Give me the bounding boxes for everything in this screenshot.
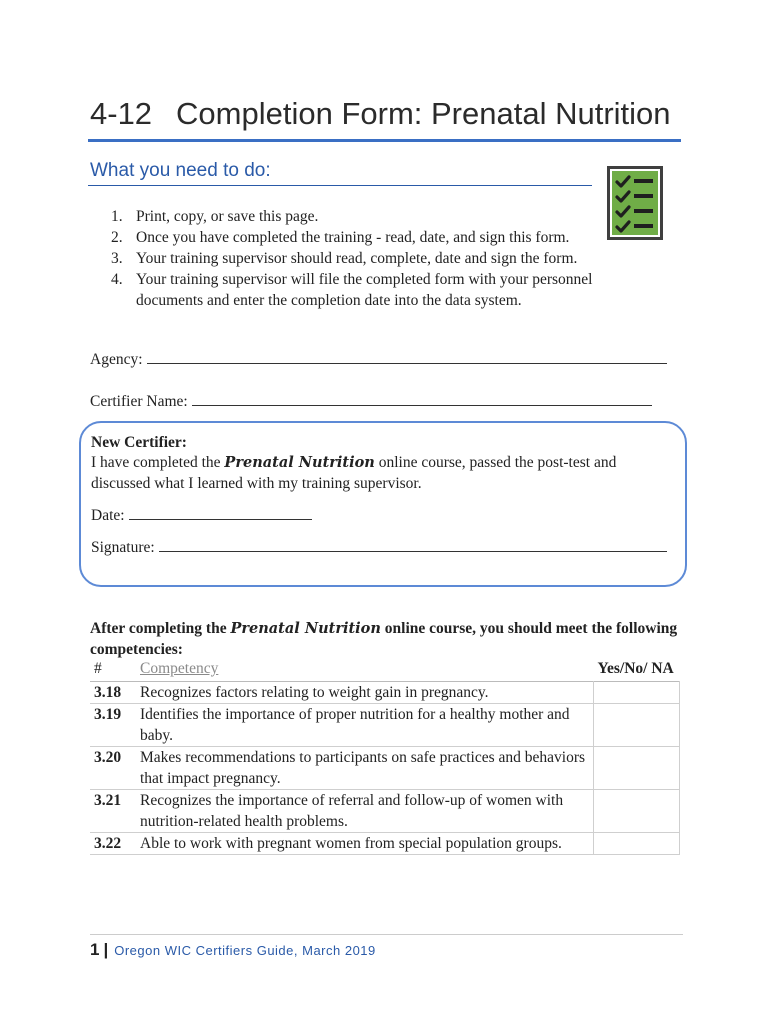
certifier-name-field[interactable] xyxy=(90,391,652,411)
yes-no-na-cell[interactable] xyxy=(594,790,680,833)
signature-field[interactable] xyxy=(91,537,667,557)
signature-label: Signature: xyxy=(91,539,155,556)
table-row: 3.18 Recognizes factors relating to weight gain in pregnancy. xyxy=(90,682,680,704)
yes-no-na-cell[interactable] xyxy=(594,682,680,704)
step-item: 4. Your training supervisor will file the completed form with your personnel documents and enter the completion date into the data system. xyxy=(111,271,593,309)
table-row: 3.20 Makes recommendations to participants on safe practices and behaviors that impact pregnancy. xyxy=(90,747,680,790)
title-text: Completion Form: Prenatal Nutrition xyxy=(176,96,671,131)
page-footer xyxy=(90,940,376,960)
agency-label: Agency: xyxy=(90,351,143,368)
course-name: Prenatal Nutrition xyxy=(224,454,375,471)
competency-table xyxy=(90,656,680,855)
agency-field[interactable] xyxy=(90,349,667,369)
date-field[interactable] xyxy=(91,505,312,525)
table-header-row xyxy=(90,656,680,682)
subheading: What you need to do: xyxy=(90,160,271,181)
header-number: # xyxy=(94,660,102,677)
agency-line[interactable] xyxy=(147,349,667,364)
yes-no-na-cell[interactable] xyxy=(594,833,680,855)
competencies-intro: After completing the Prenatal Nutrition online course, you should meet the following competencies: xyxy=(90,620,678,658)
header-competency: Competency xyxy=(140,660,219,677)
section-number: 4-12 xyxy=(90,96,153,131)
certifier-name-label: Certifier Name: xyxy=(90,393,188,410)
date-label: Date: xyxy=(91,507,125,524)
footer-rule xyxy=(90,934,683,935)
course-name: Prenatal Nutrition xyxy=(230,620,381,637)
guide-title: Oregon WIC Certifiers Guide, March 2019 xyxy=(114,943,376,958)
yes-no-na-cell[interactable] xyxy=(594,747,680,790)
step-item: 2. Once you have completed the training - read, date, and sign this form. xyxy=(111,229,570,246)
new-certifier-statement-line2: discussed what I learned with my training supervisor. xyxy=(91,475,422,492)
footer-separator: | xyxy=(103,940,109,959)
steps-list xyxy=(108,206,696,311)
date-line[interactable] xyxy=(129,505,312,520)
certifier-name-line[interactable] xyxy=(192,391,652,406)
step-item: 3. Your training supervisor should read, complete, date and sign the form. xyxy=(111,250,578,267)
step-item: 1. Print, copy, or save this page. xyxy=(111,208,319,225)
table-row: 3.21 Recognizes the importance of referral and follow-up of women with nutrition-related health problems. xyxy=(90,790,680,833)
new-certifier-heading: New Certifier: xyxy=(91,434,187,451)
signature-line[interactable] xyxy=(159,537,667,552)
yes-no-na-cell[interactable] xyxy=(594,704,680,747)
new-certifier-statement: I have completed the Prenatal Nutrition online course, passed the post-test and xyxy=(91,454,617,471)
subheading-rule xyxy=(88,185,592,186)
title-rule xyxy=(88,139,681,142)
page-title xyxy=(90,96,671,132)
header-yes-no-na: Yes/No/ NA xyxy=(597,660,674,677)
table-row: 3.22 Able to work with pregnant women from special population groups. xyxy=(90,833,680,855)
table-row: 3.19 Identifies the importance of proper nutrition for a healthy mother and baby. xyxy=(90,704,680,747)
page-number: 1 xyxy=(90,940,100,959)
